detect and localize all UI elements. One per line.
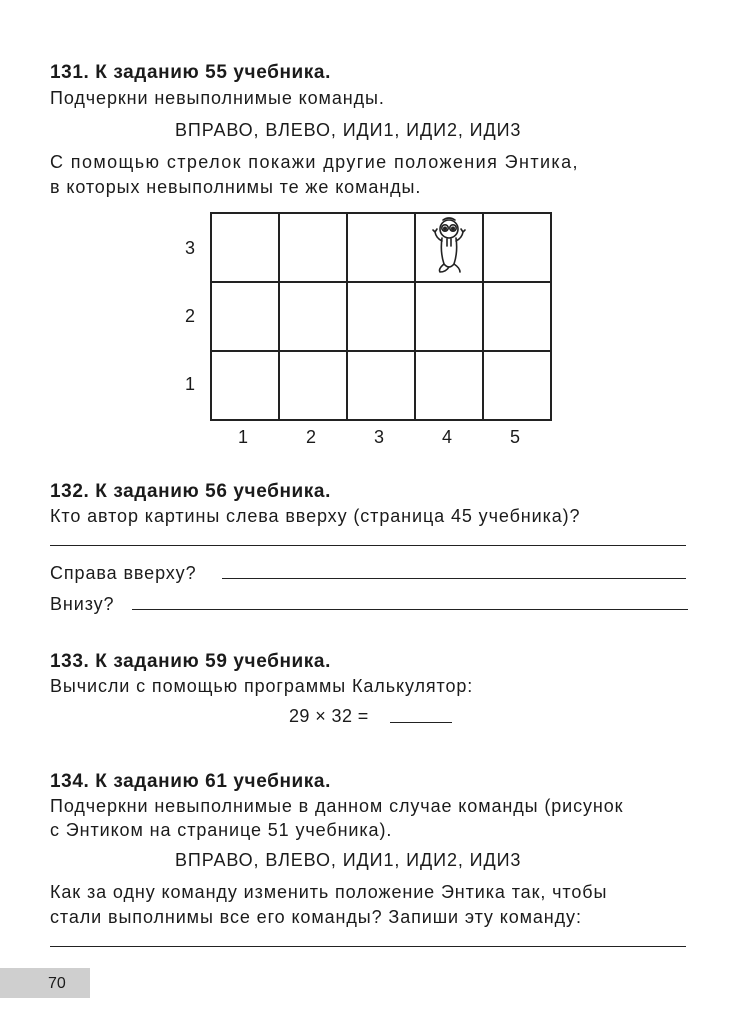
grid-cell[interactable] [211,213,279,282]
grid-cell[interactable] [415,282,483,351]
row-label: 2 [185,306,196,326]
column-label: 4 [442,427,453,447]
task-132-question-3: Внизу? [50,594,115,614]
column-label: 3 [374,427,385,447]
grid-cell[interactable] [347,213,415,282]
answer-line[interactable] [50,946,686,947]
task-131-text-line-1: С помощью стрелок покажи другие положения Энтика, [50,152,579,172]
row-label: 1 [185,374,196,394]
task-131-instruction: Подчеркни невыполнимые команды. [50,88,385,108]
task-133-expression: 29 × 32 = [289,706,369,726]
task-134-text-line-1: Подчеркни невыполнимые в данном случае команды (рисунок [50,796,624,816]
row-label: 3 [185,238,196,258]
page-number-box [0,968,90,998]
page-number: 70 [48,975,66,992]
grid-cell[interactable] [279,351,347,420]
grid-cell[interactable] [483,213,551,282]
task-132-question-2: Справа вверху? [50,563,197,583]
entik-character-icon [416,214,482,281]
grid-cell[interactable] [415,213,483,282]
column-label: 5 [510,427,521,447]
answer-line[interactable] [222,578,686,579]
task-133-instruction: Вычисли с помощью программы Калькулятор: [50,676,474,696]
task-131-text-line-2: в которых невыполнимы те же команды. [50,177,422,197]
task-134-commands: ВПРАВО, ВЛЕВО, ИДИ1, ИДИ2, ИДИ3 [175,850,522,870]
answer-line[interactable] [132,609,688,610]
task-131-commands: ВПРАВО, ВЛЕВО, ИДИ1, ИДИ2, ИДИ3 [175,120,522,140]
grid-cell[interactable] [211,351,279,420]
task-131-heading: 131. К заданию 55 учебника. [50,62,331,83]
task-132-heading: 132. К заданию 56 учебника. [50,481,331,502]
grid-cell[interactable] [211,282,279,351]
answer-line[interactable] [390,722,452,723]
grid-cell[interactable] [347,282,415,351]
task-134-text-line-2: с Энтиком на странице 51 учебника). [50,820,393,840]
grid-cell[interactable] [483,282,551,351]
grid-cell[interactable] [347,351,415,420]
grid-cell[interactable] [415,351,483,420]
task-134-text-line-4: стали выполнимы все его команды? Запиши эту команду: [50,907,582,927]
task-134-heading: 134. К заданию 61 учебника. [50,771,331,792]
grid-cell[interactable] [279,213,347,282]
field-grid [210,212,552,421]
grid-cell[interactable] [483,351,551,420]
task-134-text-line-3: Как за одну команду изменить положение Энтика так, чтобы [50,882,608,902]
column-label: 2 [306,427,317,447]
column-label: 1 [238,427,249,447]
answer-line[interactable] [50,545,686,546]
task-132-question-1: Кто автор картины слева вверху (страница 45 учебника)? [50,506,581,526]
grid-cell[interactable] [279,282,347,351]
task-133-heading: 133. К заданию 59 учебника. [50,651,331,672]
